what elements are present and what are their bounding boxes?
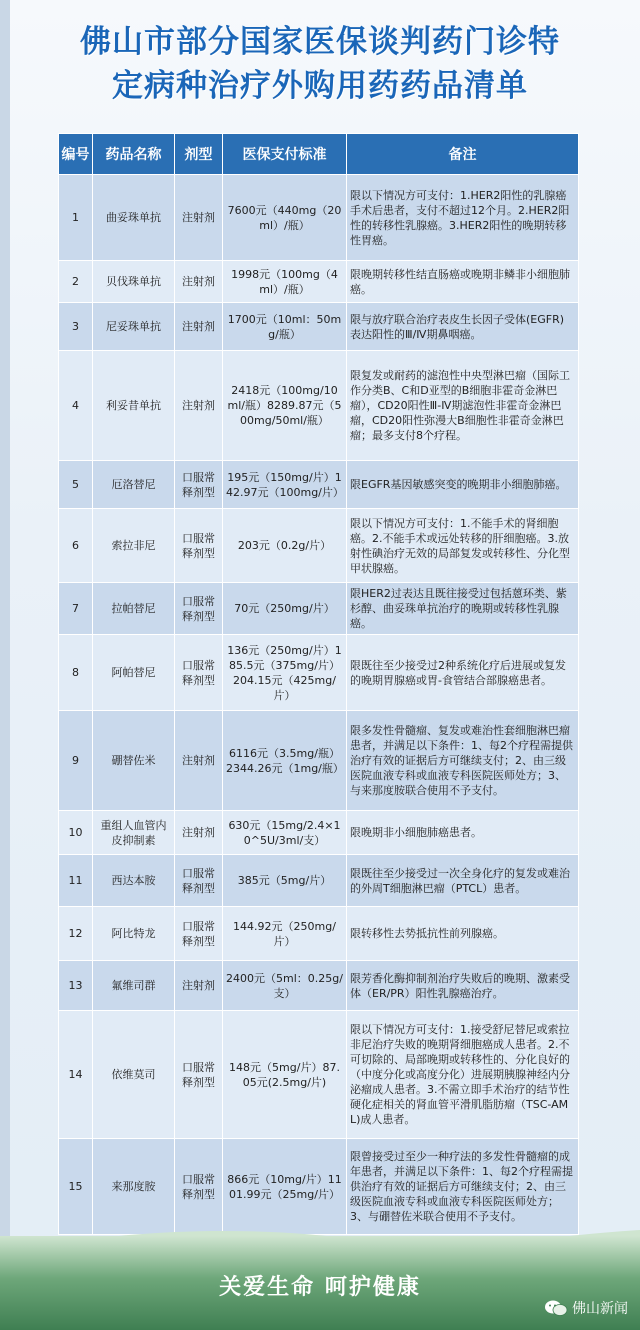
dosage-form: 口服常释剂型 xyxy=(175,461,223,509)
table-row xyxy=(59,1011,579,1139)
dosage-form: 注射剂 xyxy=(175,261,223,303)
table-row xyxy=(59,711,579,811)
remarks: 限多发性骨髓瘤、复发或难治性套细胞淋巴瘤患者，并满足以下条件：1、每2个疗程需提供治疗有效的证据后方可继续支付；2、由三级医院血液专科或血液专科医院医师处方；3、与来那度胺联合使用不予支付。 xyxy=(347,711,579,811)
title-line-2: 定病种治疗外购用药药品清单 xyxy=(112,68,528,104)
payment-standard: 866元（10mg/片）1101.99元（25mg/片） xyxy=(223,1139,347,1235)
payment-standard: 385元（5mg/片） xyxy=(223,855,347,907)
drug-name: 阿帕替尼 xyxy=(93,635,175,711)
table-body xyxy=(59,175,579,1235)
row-number: 15 xyxy=(59,1139,93,1235)
dosage-form: 口服常释剂型 xyxy=(175,1011,223,1139)
row-number: 9 xyxy=(59,711,93,811)
drug-name: 索拉非尼 xyxy=(93,509,175,583)
payment-standard: 136元（250mg/片）185.5元（375mg/片）204.15元（425mg/片） xyxy=(223,635,347,711)
remarks: 限HER2过表达且既往接受过包括蒽环类、紫杉醇、曲妥珠单抗治疗的晚期或转移性乳腺癌。 xyxy=(347,583,579,635)
header-number: 编号 xyxy=(59,134,93,175)
remarks: 限晚期转移性结直肠癌或晚期非鳞非小细胞肺癌。 xyxy=(347,261,579,303)
table-row xyxy=(59,1139,579,1235)
dosage-form: 口服常释剂型 xyxy=(175,1139,223,1235)
row-number: 7 xyxy=(59,583,93,635)
drug-name: 贝伐珠单抗 xyxy=(93,261,175,303)
payment-standard: 203元（0.2g/片） xyxy=(223,509,347,583)
row-number: 12 xyxy=(59,907,93,961)
remarks: 限以下情况方可支付：1.接受舒尼替尼或索拉非尼治疗失败的晚期肾细胞癌成人患者。2.不可切除的、局部晚期或转移性的、分化良好的（中度分化或高度分化）进展期胰腺神经内分泌瘤成人患者。3.不需立即手术治疗的结节性硬化症相关的肾血管平滑肌脂肪瘤（TSC-AML)成人患者。 xyxy=(347,1011,579,1139)
row-number: 13 xyxy=(59,961,93,1011)
table-row xyxy=(59,303,579,351)
payment-standard: 1998元（100mg（4ml）/瓶） xyxy=(223,261,347,303)
payment-standard: 70元（250mg/片） xyxy=(223,583,347,635)
row-number: 8 xyxy=(59,635,93,711)
drug-name: 阿比特龙 xyxy=(93,907,175,961)
table-row xyxy=(59,461,579,509)
remarks: 限与放疗联合治疗表皮生长因子受体(EGFR)表达阳性的Ⅲ/Ⅳ期鼻咽癌。 xyxy=(347,303,579,351)
row-number: 3 xyxy=(59,303,93,351)
wechat-icon xyxy=(544,1299,568,1317)
drug-name: 利妥昔单抗 xyxy=(93,351,175,461)
payment-standard: 195元（150mg/片）142.97元（100mg/片） xyxy=(223,461,347,509)
dosage-form: 口服常释剂型 xyxy=(175,583,223,635)
row-number: 1 xyxy=(59,175,93,261)
drug-list-table xyxy=(58,133,579,1235)
remarks: 限转移性去势抵抗性前列腺癌。 xyxy=(347,907,579,961)
dosage-form: 注射剂 xyxy=(175,175,223,261)
row-number: 14 xyxy=(59,1011,93,1139)
title-line-1: 佛山市部分国家医保谈判药门诊特 xyxy=(80,24,560,60)
drug-name: 重组人血管内皮抑制素 xyxy=(93,811,175,855)
table-row xyxy=(59,509,579,583)
dosage-form: 注射剂 xyxy=(175,303,223,351)
drug-name: 曲妥珠单抗 xyxy=(93,175,175,261)
payment-standard: 148元（5mg/片）87.05元(2.5mg/片) xyxy=(223,1011,347,1139)
table-row xyxy=(59,961,579,1011)
payment-standard: 144.92元（250mg/片） xyxy=(223,907,347,961)
remarks: 限复发或耐药的滤泡性中央型淋巴瘤（国际工作分类B、C和D亚型的B细胞非霍奇金淋巴瘤），CD20阳性Ⅲ-Ⅳ期滤泡性非霍奇金淋巴瘤，CD20阳性弥漫大B细胞性非霍奇金淋巴瘤；最多支付8个疗程。 xyxy=(347,351,579,461)
header-remarks: 备注 xyxy=(347,134,579,175)
table-row xyxy=(59,351,579,461)
remarks: 限曾接受过至少一种疗法的多发性骨髓瘤的成年患者，并满足以下条件：1、每2个疗程需提供治疗有效的证据后方可继续支付；2、由三级医院血液专科或血液专科医院医师处方；3、与硼替佐米联合使用不予支付。 xyxy=(347,1139,579,1235)
drug-name: 尼妥珠单抗 xyxy=(93,303,175,351)
remarks: 限芳香化酶抑制剂治疗失败后的晚期、激素受体（ER/PR）阳性乳腺癌治疗。 xyxy=(347,961,579,1011)
row-number: 6 xyxy=(59,509,93,583)
payment-standard: 2418元（100mg/10ml/瓶）8289.87元（500mg/50ml/瓶） xyxy=(223,351,347,461)
payment-standard: 6116元（3.5mg/瓶）2344.26元（1mg/瓶） xyxy=(223,711,347,811)
dosage-form: 口服常释剂型 xyxy=(175,855,223,907)
header-drug-name: 药品名称 xyxy=(93,134,175,175)
drug-name: 拉帕替尼 xyxy=(93,583,175,635)
brand-name: 佛山新闻 xyxy=(572,1301,628,1317)
dosage-form: 注射剂 xyxy=(175,811,223,855)
table-row xyxy=(59,175,579,261)
dosage-form: 口服常释剂型 xyxy=(175,509,223,583)
drug-name: 厄洛替尼 xyxy=(93,461,175,509)
remarks: 限晚期非小细胞肺癌患者。 xyxy=(347,811,579,855)
table-row xyxy=(59,907,579,961)
dosage-form: 注射剂 xyxy=(175,351,223,461)
row-number: 11 xyxy=(59,855,93,907)
header-payment-standard: 医保支付标准 xyxy=(223,134,347,175)
payment-standard: 2400元（5ml：0.25g/支） xyxy=(223,961,347,1011)
table-row xyxy=(59,635,579,711)
dosage-form: 口服常释剂型 xyxy=(175,907,223,961)
row-number: 10 xyxy=(59,811,93,855)
dosage-form: 注射剂 xyxy=(175,961,223,1011)
remarks: 限既往至少接受过一次全身化疗的复发或难治的外周T细胞淋巴瘤（PTCL）患者。 xyxy=(347,855,579,907)
brand-watermark xyxy=(544,1298,628,1318)
remarks: 限既往至少接受过2种系统化疗后进展或复发的晚期胃腺癌或胃-食管结合部腺癌患者。 xyxy=(347,635,579,711)
table-row xyxy=(59,855,579,907)
dosage-form: 注射剂 xyxy=(175,711,223,811)
drug-name: 西达本胺 xyxy=(93,855,175,907)
remarks: 限以下情况方可支付：1.HER2阳性的乳腺癌手术后患者，支付不超过12个月。2.HER2阳性的转移性乳腺癌。3.HER2阳性的晚期转移性胃癌。 xyxy=(347,175,579,261)
drug-name: 依维莫司 xyxy=(93,1011,175,1139)
table-row xyxy=(59,261,579,303)
payment-standard: 1700元（10ml：50mg/瓶） xyxy=(223,303,347,351)
drug-name: 氟维司群 xyxy=(93,961,175,1011)
drug-name: 硼替佐米 xyxy=(93,711,175,811)
page-title xyxy=(20,20,620,120)
table-row xyxy=(59,811,579,855)
row-number: 5 xyxy=(59,461,93,509)
payment-standard: 630元（15mg/2.4×10^5U/3ml/支） xyxy=(223,811,347,855)
payment-standard: 7600元（440mg（20ml）/瓶） xyxy=(223,175,347,261)
header-dosage-form: 剂型 xyxy=(175,134,223,175)
remarks: 限以下情况方可支付：1.不能手术的肾细胞癌。2.不能手术或远处转移的肝细胞癌。3.放射性碘治疗无效的局部复发或转移性、分化型甲状腺癌。 xyxy=(347,509,579,583)
footer-slogan: 关爱生命 呵护健康 xyxy=(219,1275,421,1300)
row-number: 2 xyxy=(59,261,93,303)
table-row xyxy=(59,583,579,635)
row-number: 4 xyxy=(59,351,93,461)
remarks: 限EGFR基因敏感突变的晚期非小细胞肺癌。 xyxy=(347,461,579,509)
drug-name: 来那度胺 xyxy=(93,1139,175,1235)
table-header-row xyxy=(59,134,579,175)
dosage-form: 口服常释剂型 xyxy=(175,635,223,711)
